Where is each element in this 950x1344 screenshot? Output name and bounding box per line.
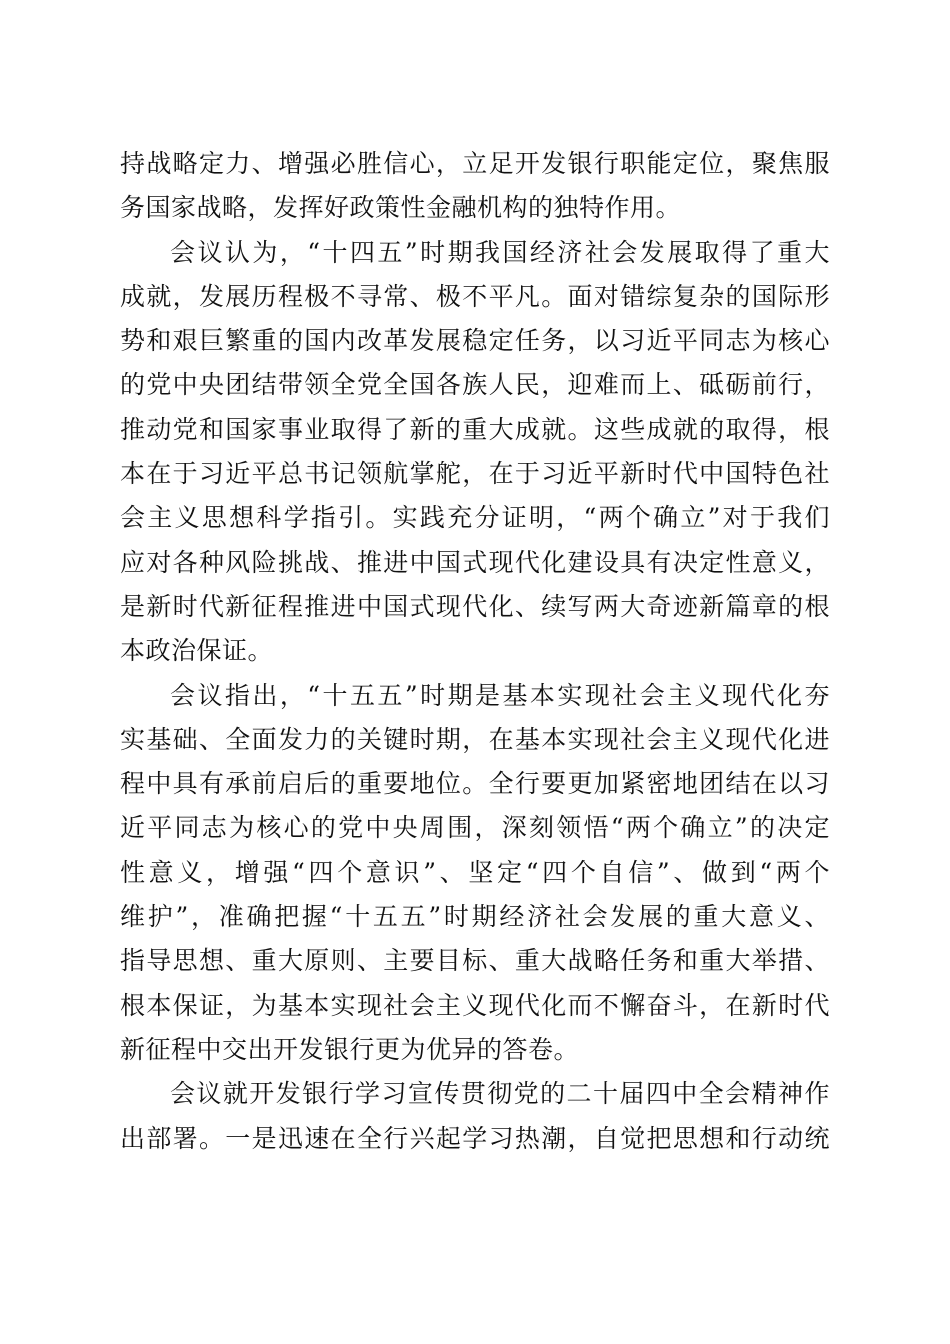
text-line: 成就，发展历程极不寻常、极不平凡。面对错综复杂的国际形: [120, 281, 830, 311]
text-line: 会主义思想科学指引。实践充分证明，“两个确立”对于我们: [120, 503, 830, 533]
text-line: 新征程中交出开发银行更为优异的答卷。: [120, 1034, 580, 1064]
paragraph-first-line: 会议认为，“十四五”时期我国经济社会发展取得了重大: [170, 237, 830, 267]
text-line: 持战略定力、增强必胜信心，立足开发银行职能定位，聚焦服: [120, 149, 830, 178]
text-line: 性意义，增强“四个意识”、坚定“四个自信”、做到“两个: [120, 857, 830, 887]
text-line: 本政治保证。: [120, 636, 274, 666]
document-body: [120, 142, 830, 1161]
text-line: 近平同志为核心的党中央周围，深刻领悟“两个确立”的决定: [120, 813, 830, 843]
text-line: 势和艰巨繁重的国内改革发展稳定任务，以习近平同志为核心: [120, 326, 830, 356]
text-line: 应对各种风险挑战、推进中国式现代化建设具有决定性意义，: [120, 547, 830, 577]
text-line: 是新时代新征程推进中国式现代化、续写两大奇迹新篇章的根: [120, 591, 830, 621]
paragraph-first-line: 会议就开发银行学习宣传贯彻党的二十届四中全会精神作: [170, 1079, 830, 1109]
text-line: 出部署。一是迅速在全行兴起学习热潮，自觉把思想和行动统: [120, 1123, 830, 1153]
paragraph-first-line: 会议指出，“十五五”时期是基本实现社会主义现代化夯: [170, 680, 830, 710]
text-line: 维护”，准确把握“十五五”时期经济社会发展的重大意义、: [120, 902, 830, 932]
text-line: 务国家战略，发挥好政策性金融机构的独特作用。: [120, 193, 682, 223]
text-line: 实基础、全面发力的关键时期，在基本实现社会主义现代化进: [120, 724, 830, 754]
text-line: 根本保证，为基本实现社会主义现代化而不懈奋斗，在新时代: [120, 990, 830, 1020]
text-line: 的党中央团结带领全党全国各族人民，迎难而上、砥砺前行，: [120, 370, 830, 400]
text-line: 本在于习近平总书记领航掌舵，在于习近平新时代中国特色社: [120, 459, 830, 489]
text-line: 指导思想、重大原则、主要目标、重大战略任务和重大举措、: [120, 946, 830, 976]
text-line: 推动党和国家事业取得了新的重大成就。这些成就的取得，根: [120, 414, 830, 444]
text-line: 程中具有承前启后的重要地位。全行要更加紧密地团结在以习: [120, 769, 830, 799]
